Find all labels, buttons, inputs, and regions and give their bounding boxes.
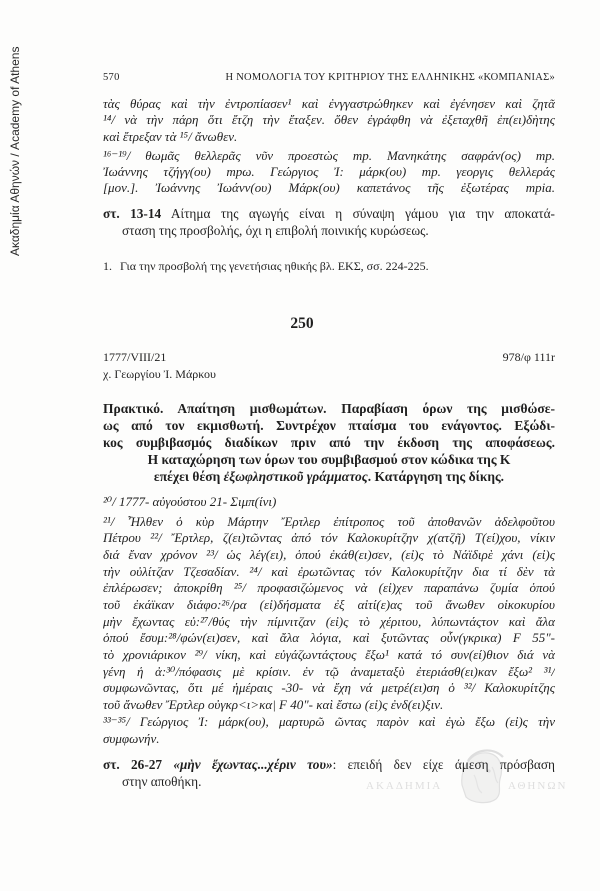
entry-summary [103,400,555,486]
entry-reference: 978/φ 111r [502,350,555,364]
summary-text: επέχει θέση [153,469,224,485]
commentary-note [103,205,555,239]
commentary-line: σταση της προσβολής, όχι η επιβολή ποινικής κυρώσεως. [122,222,429,238]
text-line: γένη ἡ ἀ:³⁰/πόφασις μὲ κρίσιν. ἐν τῷ ἀναμεταξὺ ἐτεριάσθ(ει)καν ἔξω² ³¹/ [103,663,555,679]
commentary-note [103,756,555,790]
text-line: συμφωνῶντας, ὅτι μέ ἡμέραις -30- νὰ ἔχη νά μετρέ(ει)ση ὁ ³²/ Καλοκυρίτζης [103,680,555,696]
text-line: τὸ χρονιάρικον ²⁹/ νίκη, καὶ εὐγάζωντάςτους ἔξω¹ κατά τό συν(εί)θιον διά νὰ [103,647,555,663]
seal-watermark-right-text: ΑΘΗΝΩΝ [508,780,568,792]
summary-line: Η καταχώρηση των όρων του συμβιβασμού στον κώδικα της Κ [147,452,511,468]
summary-line: ως από τον εκμισθωτή. Συντρέχον πταίσμα του ενάγοντος. Εξώδι- [103,417,555,433]
summary-text: . Κατάργηση της δίκης. [367,469,505,485]
text-line: τοῦ ἐκάϊκαν διάφο:²⁶/ρα (εἰ)δήσματα ἐξ αἰτί(ε)ας τοῦ ἄνωθεν οἰκοκυρίου [103,597,555,613]
text-line: τὴν οὐλίτζαν Τζεσαδίαν. ²⁴/ καὶ ἐρωτῶντας τόν Καλοκυρίτζην δια τί δὲν τὰ [103,563,555,579]
text-line: καὶ ἔτρεξαν τὰ ¹⁵/ ἄνωθεν. [103,129,238,145]
repository-stamp: Ακαδημία Αθηνών / Academy of Athens [8,46,22,256]
commentary-quote: «μὴν ἔχωντας...χέριν του» [173,756,333,772]
summary-line: Πρακτικό. Απαίτηση μισθωμάτων. Παραβίαση όρων της μισθώσε- [103,400,555,416]
entry-meta-row [103,366,555,383]
commentary-text: Αίτημα της αγωγής είναι η σύναψη γάμου για την αποκατά- [170,205,555,221]
summary-line [103,468,555,485]
signatures-block [103,148,555,197]
entry-date: 1777/VIII/21 [103,350,167,364]
entry-number: 250 [290,315,314,332]
text-line: Ἰωάννης τζήγγ(ου) mpω. Γεώργιος Ἰ: μάρκ(ου) mp. γεοργις θελλεράς [103,163,555,179]
text-line: τοῦ ἄνωθεν Ἔρτλερ οὐγκρ<ι>κα| F 40"- καὶ ἔστω (εἰ)ς ἐνδ(ει)ξιν. [103,697,444,713]
text-line: ὁπού ἔσυμ:²⁸/φών(ει)σεν, καὶ ἄλα λόγια, καὶ ξυτῶντας οὗν(γκρικα) F 55"- [103,630,555,646]
line-reference: στ. 26-27 [103,756,163,772]
commentary-line [103,756,555,773]
text-line: μὴν ἔχωντας εὐ:²⁷/θύς τὴν πίμνιτζαν (εἰ)ς τὸ χέριτου, λύπωντάςτον καὶ ἄλα [103,613,555,629]
footnote-text: Για την προσβολή της γενετήσιας ηθικής βλ. ΕΚΣ, σσ. 224-225. [120,259,429,273]
seal-watermark-left-text: ΑΚΑΔΗΜΙΑ [366,780,443,792]
summary-line: κος συμβιβασμός διαδίκων πριν από την έκδοση της αποφάσεως. [103,434,555,450]
commentary-line [103,205,555,222]
text-line: τὰς θύρας καὶ τὴν ἐντροπίασεν¹ καὶ ἐνγγαστρώθηκεν καὶ ἐγένησεν καὶ ζητᾶ [103,95,555,111]
line-reference: στ. 13-14 [103,205,162,221]
document-transcription [103,514,555,748]
text-line: [μον.]. Ἰωάννης Ἰωάνν(ου) Μάρκ(ου) καπετάνος τῆς ἐξωτέρας mpia. [103,180,555,196]
entry-source: χ. Γεωργίου Ἰ. Μάρκου [103,366,216,381]
text-line: Πέτρου ²²/ Ἔρτλερ, ζ(ει)τῶντας ἀπό τόν Καλοκυρίτζην χ(ατζῆ) Τ(εί)χου, νίκιν [103,530,555,546]
running-head [103,70,555,86]
text-line: διά ἔναν χρόνον ²³/ ὡς λέγ(ει), ὁπού ἐκάθ(ει)σεν, (εἰ)ς τὸ Νάϊδιρὲ χάνι (εἰ)ς [103,546,555,562]
text-line: συμφωνήν. [103,730,160,746]
text-line: ¹⁶⁻¹⁹/ θωμᾶς θελλερᾶς νῦν προεστὼς mp. Μανηκάτης σαφράν(ος) mp. [103,147,555,163]
footnote [103,258,555,274]
running-head-title: Η ΝΟΜΟΛΟΓΙΑ ΤΟΥ ΚΡΙΤΗΡΙΟΥ ΤΗΣ ΕΛΛΗΝΙΚΗΣ «ΚΟΜΠΑΝΙΑΣ» [225,72,555,83]
page-number: 570 [103,72,120,83]
text-line: ²¹/ Ἦλθεν ὁ κὺρ Μάρτην Ἔρτλερ ἐπίτροπος τοῦ ἀποθανῶν ἀδελφοῦτου [103,513,555,529]
entry-metadata [103,349,555,382]
document-dateline [103,493,555,510]
text-line: ¹⁴/ νὰ τὴν πάρη ὅτι ἔτζη τὴν ἔταξεν. ὅθεν ἐγράφθη νὰ ἐξεταχθῆ ἐπ(ει)δὴτης [103,112,555,128]
commentary-text: : επειδή δεν είχε άμεση πρόσβαση [332,756,555,772]
summary-emphasis: ἐξωφληστικοῦ γράμματος [223,469,368,485]
text-line: ²⁰/ 1777- αὐγούστου 21- Σιμπ(ίνι) [103,493,277,509]
commentary-line: στην αποθήκη. [122,773,202,789]
footnote-marker: 1. [103,259,112,273]
transcription-continued [103,96,555,147]
entry-meta-row [103,349,555,366]
text-line: ἐπλέρωσεν; ἀποκρίθη ²⁵/ προφασιζώμενος νὰ (εἰ)χεν παραπάνω ζυμία ὁπού [103,580,555,596]
text-line: ³³⁻³⁵/ Γεώργιος Ἰ: μάρκ(ου), μαρτυρῶ ῶντας παρὸν καὶ ἐγὼ ἔξω (εἰ)ς τὴν [103,713,555,729]
